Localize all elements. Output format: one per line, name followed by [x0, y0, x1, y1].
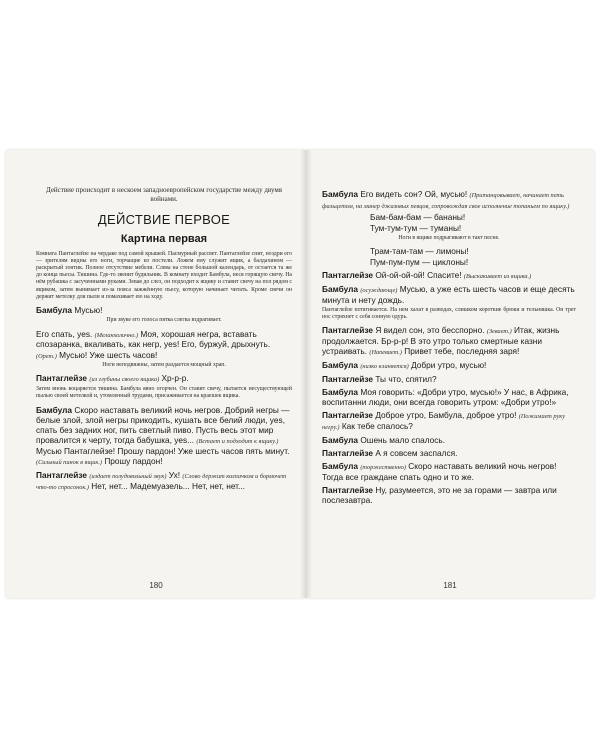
- page-number: 180: [149, 581, 163, 590]
- remark: (Встает и подходит к ящику.): [196, 438, 279, 446]
- line-text: Как тебе спалось?: [341, 421, 413, 432]
- line-text: Скоро наставать великий ночь негров! Тогда все граждане спать одно и то же.: [322, 461, 557, 482]
- line-text: Нет, нет... Мадемуазель... Нет, нет, нет...: [91, 480, 245, 491]
- speaker: Пантаглейзе: [36, 469, 88, 480]
- dialogue-line: [322, 461, 576, 482]
- stage-direction: Пантаглейзе потягивается. На нем халат в разводах, слишком короткие брюки и тельняшка. Он трет нос стряхнет с себя сонную одурь.: [322, 306, 576, 321]
- remark: (Пританцовывает, начинает петь фальцетом, на манер джазовых певцов, сопровождая свое исполнение топаньем по ящику.): [322, 192, 570, 210]
- line-text: Моя говорить: «Добри утро, мусью!» У нас, в Африка, воспитанни люди, они всегда говорить утром: «Добри утро!»: [322, 386, 569, 408]
- speaker: Бамбула: [322, 189, 359, 199]
- line-text: Ошень мало спалось.: [360, 434, 446, 445]
- remark: (Меланхолично.): [94, 331, 139, 339]
- remark: (из глубины своего ящика): [89, 376, 160, 384]
- line-text: Ух!: [168, 469, 181, 480]
- speaker: Пантаглейзе: [322, 410, 374, 421]
- speaker: Пантаглейзе: [322, 325, 374, 336]
- speaker: Пантаглейзе: [322, 373, 374, 384]
- speaker: Пантаглейзе: [322, 485, 374, 496]
- scene-heading: Картина первая: [120, 232, 208, 245]
- song-verse: [370, 246, 576, 267]
- line-text: Ну, разумеется, это не за горами — завтра или послезавтра.: [322, 485, 557, 506]
- line-text: Его видеть сон? Ой, мусью!: [360, 189, 468, 199]
- line-text: Мусью Пантаглейзе! Прошу пардон! Уже шесть часов пять минут.: [36, 446, 290, 457]
- remark: (Слово держит колпачком и бормочет что-то спросонок.): [36, 472, 287, 491]
- stage-direction: Затем вновь воцаряется тишина. Бамбула явно огорчен. Он ставит свечу, пытается несуществующей пылью своей метелкой и, утомленный трудами, присаживается на краешек ящика.: [36, 386, 292, 400]
- line-text: Мусью, а уже есть шесть часов и еще десять минута и нету дождь.: [322, 283, 575, 305]
- speaker: Бамбула: [322, 359, 359, 370]
- line-text: Итак, жизнь продолжается. Бр-р-р! В это утро только смертные казни устраивать.: [322, 325, 560, 357]
- right-page: [306, 150, 594, 598]
- remark: (Сильный пинок в ящик.): [36, 459, 103, 467]
- speaker: Пантаглейзе: [36, 373, 88, 384]
- line-text: Мусью! Уже шесть часов!: [59, 349, 158, 360]
- act-heading: ДЕЙСТВИЕ ПЕРВОЕ: [97, 211, 231, 227]
- line-text: Ты что, спятил?: [375, 373, 437, 384]
- verse-line: Тум-тум-тум — туманы!: [370, 222, 462, 233]
- left-page: [6, 150, 306, 598]
- stage-direction: При звуке его голоса пятка слегка вздрагивает.: [106, 317, 222, 324]
- line-text: Скоро наставать великий ночь негров. Добрий негры — белые злой, злой негры прикодить, кушать все белий люди, yes, спать без задних ног, пить светлый пиво. Пусть весь этот мир провалится к черту, тогда бабушка, yes...: [36, 404, 290, 446]
- line-text: Я видел сон, это бесспорно.: [375, 325, 485, 336]
- remark: (Напевает.): [369, 349, 402, 357]
- speaker: Бамбула: [322, 461, 359, 472]
- dialogue-line: [322, 435, 576, 445]
- stage-direction: Ноги неподвижны, затем раздается мощный храп.: [102, 362, 226, 369]
- song-verse: [370, 212, 576, 233]
- page-number: 181: [443, 581, 457, 590]
- dialogue-line: [322, 284, 576, 305]
- remark: (Орет.): [36, 352, 57, 360]
- dialogue-line: [36, 373, 292, 384]
- dialogue-line: [322, 387, 576, 407]
- dialogue-line: [322, 189, 576, 210]
- dialogue-line: [322, 485, 576, 505]
- dialogue-line: [322, 410, 576, 431]
- verse-line: Трам-там-там — лимоны!: [370, 246, 469, 257]
- dialogue-line: [322, 325, 576, 357]
- remark: (Зевает.): [486, 328, 512, 336]
- verse-line: Пум-пум-пум — циклоны!: [370, 256, 469, 267]
- remark: (осуждающе): [360, 286, 398, 294]
- dialogue-line: [36, 305, 292, 315]
- speaker: Пантаглейзе: [322, 270, 374, 281]
- line-text: Добри утро, мусью!: [411, 359, 487, 370]
- verse-line: Бам-бам-бам — бананы!: [370, 212, 466, 223]
- dialogue-line: [322, 270, 576, 281]
- line-text: Привет тебе, последняя заря!: [404, 346, 520, 357]
- line-text: А я совсем заспался.: [375, 447, 458, 458]
- dialogue-line: [36, 405, 292, 467]
- stage-direction: Ноги в ящике подрыгивают в такт песне.: [398, 235, 500, 242]
- remark: (Выскакивает из ящика.): [463, 273, 532, 281]
- remark: (Пожимает руку негру.): [322, 413, 566, 432]
- line-text: Мусью!: [74, 305, 103, 316]
- speaker: Бамбула: [322, 434, 359, 445]
- dialogue-line: [36, 470, 292, 491]
- remark: (низко кланяется): [360, 362, 409, 370]
- stage-direction: Комната Пантаглейзе на чердаке под самой крышей. Пасмурный рассвет. Пантаглейзе спит, ноздри его — зрителям видны его ноги, торчащие из постели. Ложем ему служит ящик, а балдахином — раскрытый зонтик. Полное отсутствие мебели. Слева на стене большой календарь, от остается та же до конца пьесы. Тишина. Где-то звенит будильник. В комнату входит Бамбула, неся горящую свечу. На нём рубашка с засученными руками. Зевая до слез, он подходит к ящику и ставит свечу на пол рядом с ящиком, затем вынимает из-за пояса зажжённую пьесу, которую начинает читать. Кроме свечи он держит метелку для пыли и помахивает ею на ходу.: [36, 250, 292, 300]
- line-text: Прошу пардон!: [104, 456, 163, 467]
- speaker: Пантаглейзе: [322, 447, 374, 458]
- line-text: Доброе утро, Бамбула, доброе утро!: [375, 410, 517, 421]
- intro-text: Действие происходит в нескоем западноевропейском государстве между двумя войнами.: [45, 186, 283, 203]
- line-text: Хр-р-р.: [161, 373, 189, 384]
- speaker: Бамбула: [322, 386, 359, 397]
- remark: (издает полудовольный звук): [89, 472, 167, 480]
- line-text: Ой-ой-ой-ой! Спасите!: [375, 270, 462, 281]
- line-text: Его спать, yes.: [36, 328, 93, 339]
- dialogue-line: [322, 360, 576, 371]
- dialogue-line: [36, 329, 292, 361]
- speaker: Бамбула: [36, 305, 73, 316]
- remark: (торжественно): [360, 464, 406, 472]
- speaker: Бамбула: [322, 283, 359, 294]
- dialogue-line: [322, 448, 576, 458]
- dialogue-line: [322, 374, 576, 384]
- line-text: Моя, хорошая негра, вставать спозаранка, вкаливать, как негр, yes! Его, буржуй, дрыхнуть.: [36, 328, 271, 350]
- book-spread: [6, 150, 594, 598]
- speaker: Бамбула: [36, 404, 73, 415]
